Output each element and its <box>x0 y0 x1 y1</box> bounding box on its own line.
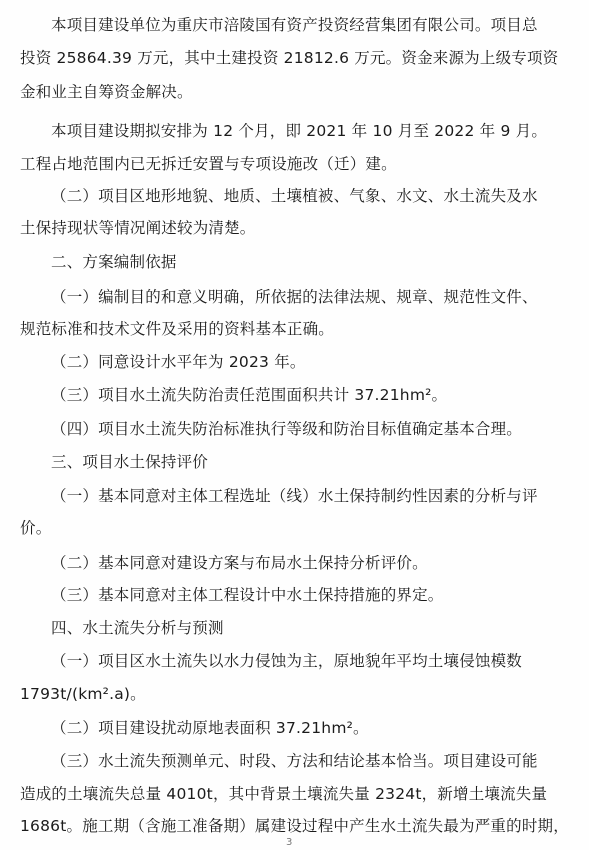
paragraph-line: （二）基本同意对建设方案与布局水土保持分析评价。 <box>51 554 428 572</box>
paragraph-line: （二）项目区地形地貌、地质、土壤植被、气象、水文、水土流失及水 <box>51 187 538 205</box>
paragraph-line: 投资 25864.39 万元，其中土建投资 21812.6 万元。资金来源为上级专项资 <box>20 49 559 67</box>
paragraph-line: （三）项目水土流失防治责任范围面积共计 37.21hm²。 <box>51 386 448 404</box>
paragraph-line: 本项目建设期拟安排为 12 个月，即 2021 年 10 月至 2022 年 9 月。 <box>51 122 548 140</box>
page-number: 3 <box>286 837 293 848</box>
paragraph-line: （四）项目水土流失防治标准执行等级和防治目标值确定基本合理。 <box>51 420 523 438</box>
paragraph-line: 工程占地范围内已无拆迁安置与专项设施改（迁）建。 <box>20 155 397 173</box>
paragraph-line: （二）项目建设扰动原地表面积 37.21hm²。 <box>51 719 369 737</box>
paragraph-line: 金和业主自筹资金解决。 <box>20 83 193 101</box>
paragraph-line: 土保持现状等情况阐述较为清楚。 <box>20 219 256 237</box>
section-heading: 二、方案编制依据 <box>51 253 177 271</box>
paragraph-line: （三）水土流失预测单元、时段、方法和结论基本恰当。项目建设可能 <box>51 752 538 770</box>
paragraph-line: （一）基本同意对主体工程选址（线）水土保持制约性因素的分析与评 <box>51 487 538 505</box>
paragraph-line: 价。 <box>20 519 52 537</box>
paragraph-line: 1686t。施工期（含施工准备期）属建设过程中产生水土流失最为严重的时期， <box>20 817 569 835</box>
paragraph-line: 造成的土壤流失总量 4010t，其中背景土壤流失量 2324t，新增土壤流失量 <box>20 785 548 803</box>
paragraph-line: （二）同意设计水平年为 2023 年。 <box>51 353 306 371</box>
paragraph-line: （三）基本同意对主体工程设计中水土保持措施的界定。 <box>51 586 444 604</box>
paragraph-line: 规范标准和技术文件及采用的资料基本正确。 <box>20 320 335 338</box>
paragraph-line: （一）编制目的和意义明确，所依据的法律法规、规章、规范性文件、 <box>51 288 538 306</box>
paragraph-line: （一）项目区水土流失以水力侵蚀为主，原地貌年平均土壤侵蚀模数 <box>51 652 523 670</box>
paragraph-line: 1793t/(km².a)。 <box>20 685 146 703</box>
section-heading: 四、水土流失分析与预测 <box>51 619 224 637</box>
section-heading: 三、项目水土保持评价 <box>51 453 209 471</box>
paragraph-line: 本项目建设单位为重庆市涪陵国有资产投资经营集团有限公司。项目总 <box>51 16 538 34</box>
